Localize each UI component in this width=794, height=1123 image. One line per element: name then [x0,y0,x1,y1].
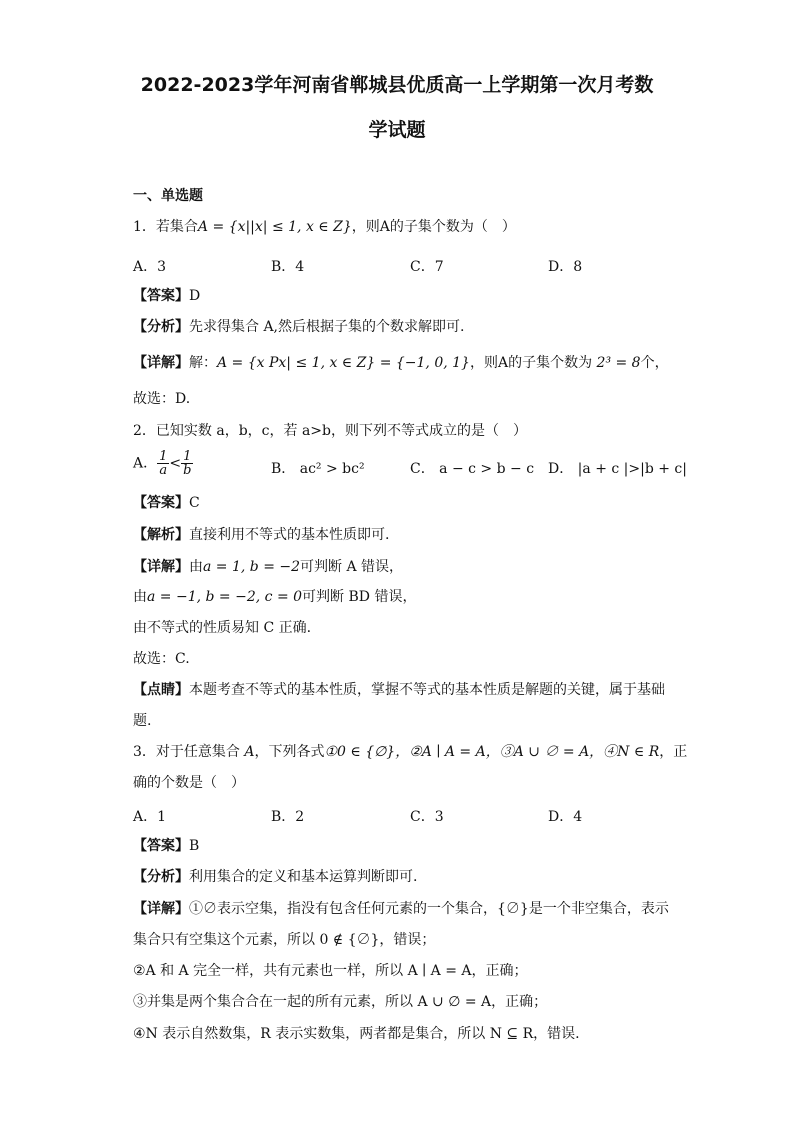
q3-answer [133,837,199,855]
q1-answer [133,287,200,305]
doc-title-line2: 学试题 [368,119,426,141]
q3-option-b: B．2 [271,809,305,825]
q1-option-c: C．7 [410,259,444,275]
q1-detail-suffix: 个， [640,355,669,371]
q2-stem: 2．已知实数 a，b，c，若 a>b，则下列不等式成立的是（ ） [133,423,527,439]
q3-detail5: ④N 表示自然数集，R 表示实数集，两者都是集合，所以 N ⊆ R，错误. [133,1026,580,1042]
q3-detail1 [133,900,669,918]
q3-answer-tag: 【答案】 [133,838,189,854]
q1-choose: 故选：D. [133,391,191,407]
q1-option-d: D．8 [548,259,583,275]
q2-detail-tag: 【详解】 [133,559,189,575]
q3-stem1-items: ①0 ∈ {∅}，②A ∣ A = A，③A ∪ ∅ = A，④N ∈ R [324,744,660,760]
q2-remark1 [133,681,665,699]
q1-detail-tag: 【详解】 [133,355,189,371]
q2-remark1-text: 本题考查不等式的基本性质，掌握不等式的基本性质是解题的关键，属于基础 [189,682,665,698]
q2-option-a-frac2-num: 1 [181,450,193,464]
q2-detail1-math: a = 1, b = −2 [203,559,301,575]
q3-detail-tag: 【详解】 [133,901,189,917]
q2-option-a [133,450,193,477]
q2-option-d: D． |a + c |>|b + c| [548,461,687,477]
q1-detail [133,354,669,372]
q2-option-a-frac2 [181,450,193,477]
q3-analysis-text: 利用集合的定义和基本运算判断即可. [189,869,418,885]
section-heading: 一、单选题 [133,188,203,204]
q2-remark2: 题. [133,713,152,729]
q3-stem2: 确的个数是（ ） [133,775,245,791]
q2-option-a-label: A． [133,455,158,472]
q2-detail3: 由不等式的性质易知 C 正确. [133,620,312,636]
q2-detail1 [133,558,403,576]
q2-answer-value: C [189,495,200,511]
q3-detail2: 集合只有空集这个元素，所以 0 ∉ {∅}，错误； [133,932,436,948]
q3-stem1 [133,743,687,761]
q1-answer-value: D [189,288,201,304]
q2-option-a-frac2-den: b [183,463,192,478]
q3-detail3: ②A 和 A 完全一样，共有元素也一样，所以 A ∣ A = A，正确； [133,963,528,979]
q1-detail-math: A = {x Px| ≤ 1, x ∈ Z} = {−1, 0, 1} [217,355,470,371]
q1-analysis [133,318,464,336]
q2-detail2-prefix: 由 [133,589,147,605]
q3-analysis [133,868,417,886]
q1-answer-tag: 【答案】 [133,288,189,304]
q2-option-a-frac1-num: 1 [159,449,168,464]
q3-stem1-prefix: 3．对于任意集合 [133,744,240,760]
q3-stem1-set: A [239,744,255,760]
q3-option-d: D．4 [548,809,583,825]
q1-stem [133,218,516,236]
q2-option-a-frac1 [157,450,169,477]
q2-detail2 [133,588,416,606]
q3-option-c: C．3 [410,809,444,825]
q1-stem-math: A = {x||x| ≤ 1, x ∈ Z} [197,219,352,235]
q1-option-b: B．4 [271,259,305,275]
q1-stem-suffix: ，则A的子集个数为（ ） [351,219,516,235]
q2-detail1-prefix: 由 [189,559,203,575]
q2-analysis-text: 直接利用不等式的基本性质即可. [189,527,390,543]
q3-detail1-text: ①∅表示空集，指没有包含任何元素的一个集合，{∅}是一个非空集合，表示 [189,901,669,917]
q1-detail-prefix: 解： [189,355,217,371]
q2-choose: 故选：C. [133,651,190,667]
q1-option-a: A．3 [133,259,167,275]
q2-analysis [133,526,389,544]
q1-stem-prefix: 1．若集合 [133,219,198,235]
q3-detail4: ③并集是两个集合合在一起的所有元素，所以 A ∪ ∅ = A，正确； [133,994,548,1010]
q3-analysis-tag: 【分析】 [133,869,189,885]
q2-option-b: B． ac² > bc² [271,461,365,477]
q2-option-a-frac1-den: a [159,463,168,478]
doc-title-line1: 2022-2023学年河南省郸城县优质高一上学期第一次月考数 [140,74,654,96]
q3-stem1-mid: ，下列各式 [254,744,325,760]
q1-analysis-text: 先求得集合 A,然后根据子集的个数求解即可. [189,319,465,335]
q3-stem1-suffix: ，正 [659,744,688,760]
q2-option-c: C． a − c > b − c [410,461,535,477]
q2-option-a-lt: < [169,455,182,472]
q2-detail2-math: a = −1, b = −2, c = 0 [147,589,303,605]
q2-analysis-tag: 【解析】 [133,527,189,543]
q1-analysis-tag: 【分析】 [133,319,189,335]
q1-detail-mid: ，则A的子集个数为 [469,355,597,371]
q2-detail2-suffix: 可判断 BD 错误， [302,589,417,605]
q2-remark-tag: 【点睛】 [133,682,189,698]
q3-answer-value: B [189,838,200,854]
q2-answer [133,494,200,512]
q1-detail-math2: 2³ = 8 [596,355,641,371]
q2-detail1-suffix: 可判断 A 错误， [300,559,404,575]
q2-answer-tag: 【答案】 [133,495,189,511]
q3-option-a: A．1 [133,809,167,825]
